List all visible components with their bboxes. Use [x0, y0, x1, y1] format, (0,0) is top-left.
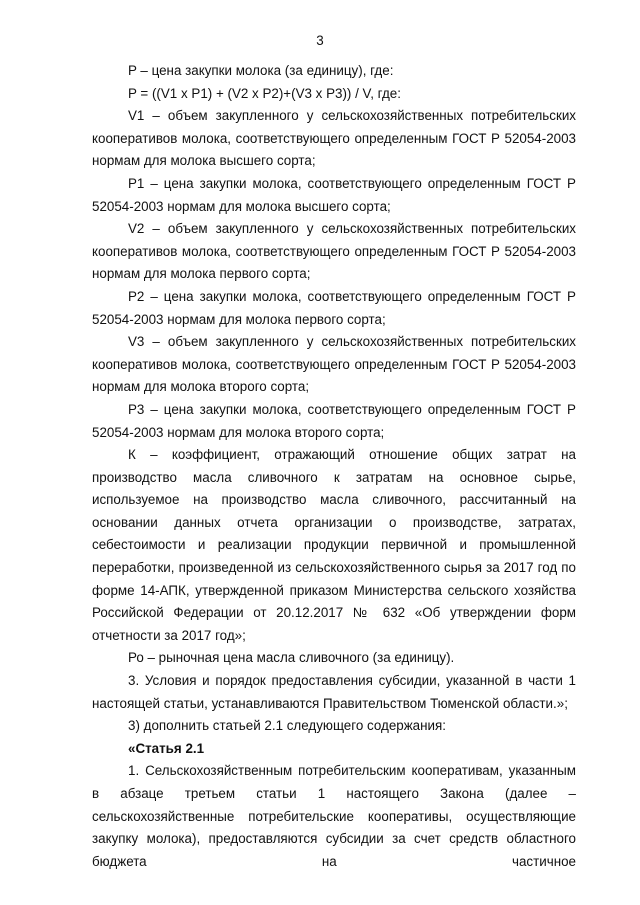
article-heading: «Статья 2.1: [128, 740, 205, 756]
document-body: [92, 60, 576, 873]
paragraph-part-3: 3. Условия и порядок предоставления субсидии, указанной в части 1 настоящей статьи, устанавливаются Правительством Тюменской области.»;: [92, 673, 576, 711]
paragraph-p1: P1 – цена закупки молока, соответствующего определенным ГОСТ Р 52054-2003 нормам для молока высшего сорта;: [92, 175, 576, 214]
paragraph-p3: P3 – цена закупки молока, соответствующего определенным ГОСТ Р 52054-2003 нормам для молока второго сорта;: [92, 401, 576, 440]
paragraph-amendment-3: 3) дополнить статьей 2.1 следующего содержания:: [128, 718, 446, 734]
paragraph-p2: P2 – цена закупки молока, соответствующего определенным ГОСТ Р 52054-2003 нормам для молока первого сорта;: [92, 288, 576, 327]
page-number: 3: [316, 33, 324, 48]
paragraph-ro: Ро – рыночная цена масла сливочного (за единицу).: [128, 650, 455, 666]
paragraph-k: К – коэффициент, отражающий отношение общих затрат на производство масла сливочного к затратам на основное сырье, используемое на производство масла сливочного, рассчитанный на основании данных отчета организации о производстве, затратах, себестоимости и реализации продукции первичной и промышленной переработки, произведенной из сельскохозяйственного сырья за 2017 год по форме 14-АПК, утвержденной приказом Министерства сельского хозяйства Российской Федерации от 20.12.2017 № 632 «Об утверждении форм отчетности за 2017 год»;: [92, 447, 576, 643]
paragraph-p-formula: P = ((V1 x P1) + (V2 x P2)+(V3 x P3)) / V, где:: [128, 85, 401, 101]
paragraph-p-definition: P – цена закупки молока (за единицу), где:: [128, 63, 394, 78]
paragraph-v1: V1 – объем закупленного у сельскохозяйственных потребительских кооперативов молока, соответствующего определенным ГОСТ Р 52054-2003 нормам для молока высшего сорта;: [92, 108, 576, 169]
paragraph-v3: V3 – объем закупленного у сельскохозяйственных потребительских кооперативов молока, соответствующего определенным ГОСТ Р 52054-2003 нормам для молока второго сорта;: [92, 334, 576, 395]
paragraph-article-2-1-part-1: 1. Сельскохозяйственным потребительским кооперативам, указанным в абзаце третьем статьи 1 настоящего Закона (далее – сельскохозяйственные потребительские кооперативы, осуществляющие закупку молока), предоставляются субсидии за счет средств областного бюджета на частичное: [92, 763, 576, 869]
paragraph-v2: V2 – объем закупленного у сельскохозяйственных потребительских кооперативов молока, соответствующего определенным ГОСТ Р 52054-2003 нормам для молока первого сорта;: [92, 221, 576, 282]
